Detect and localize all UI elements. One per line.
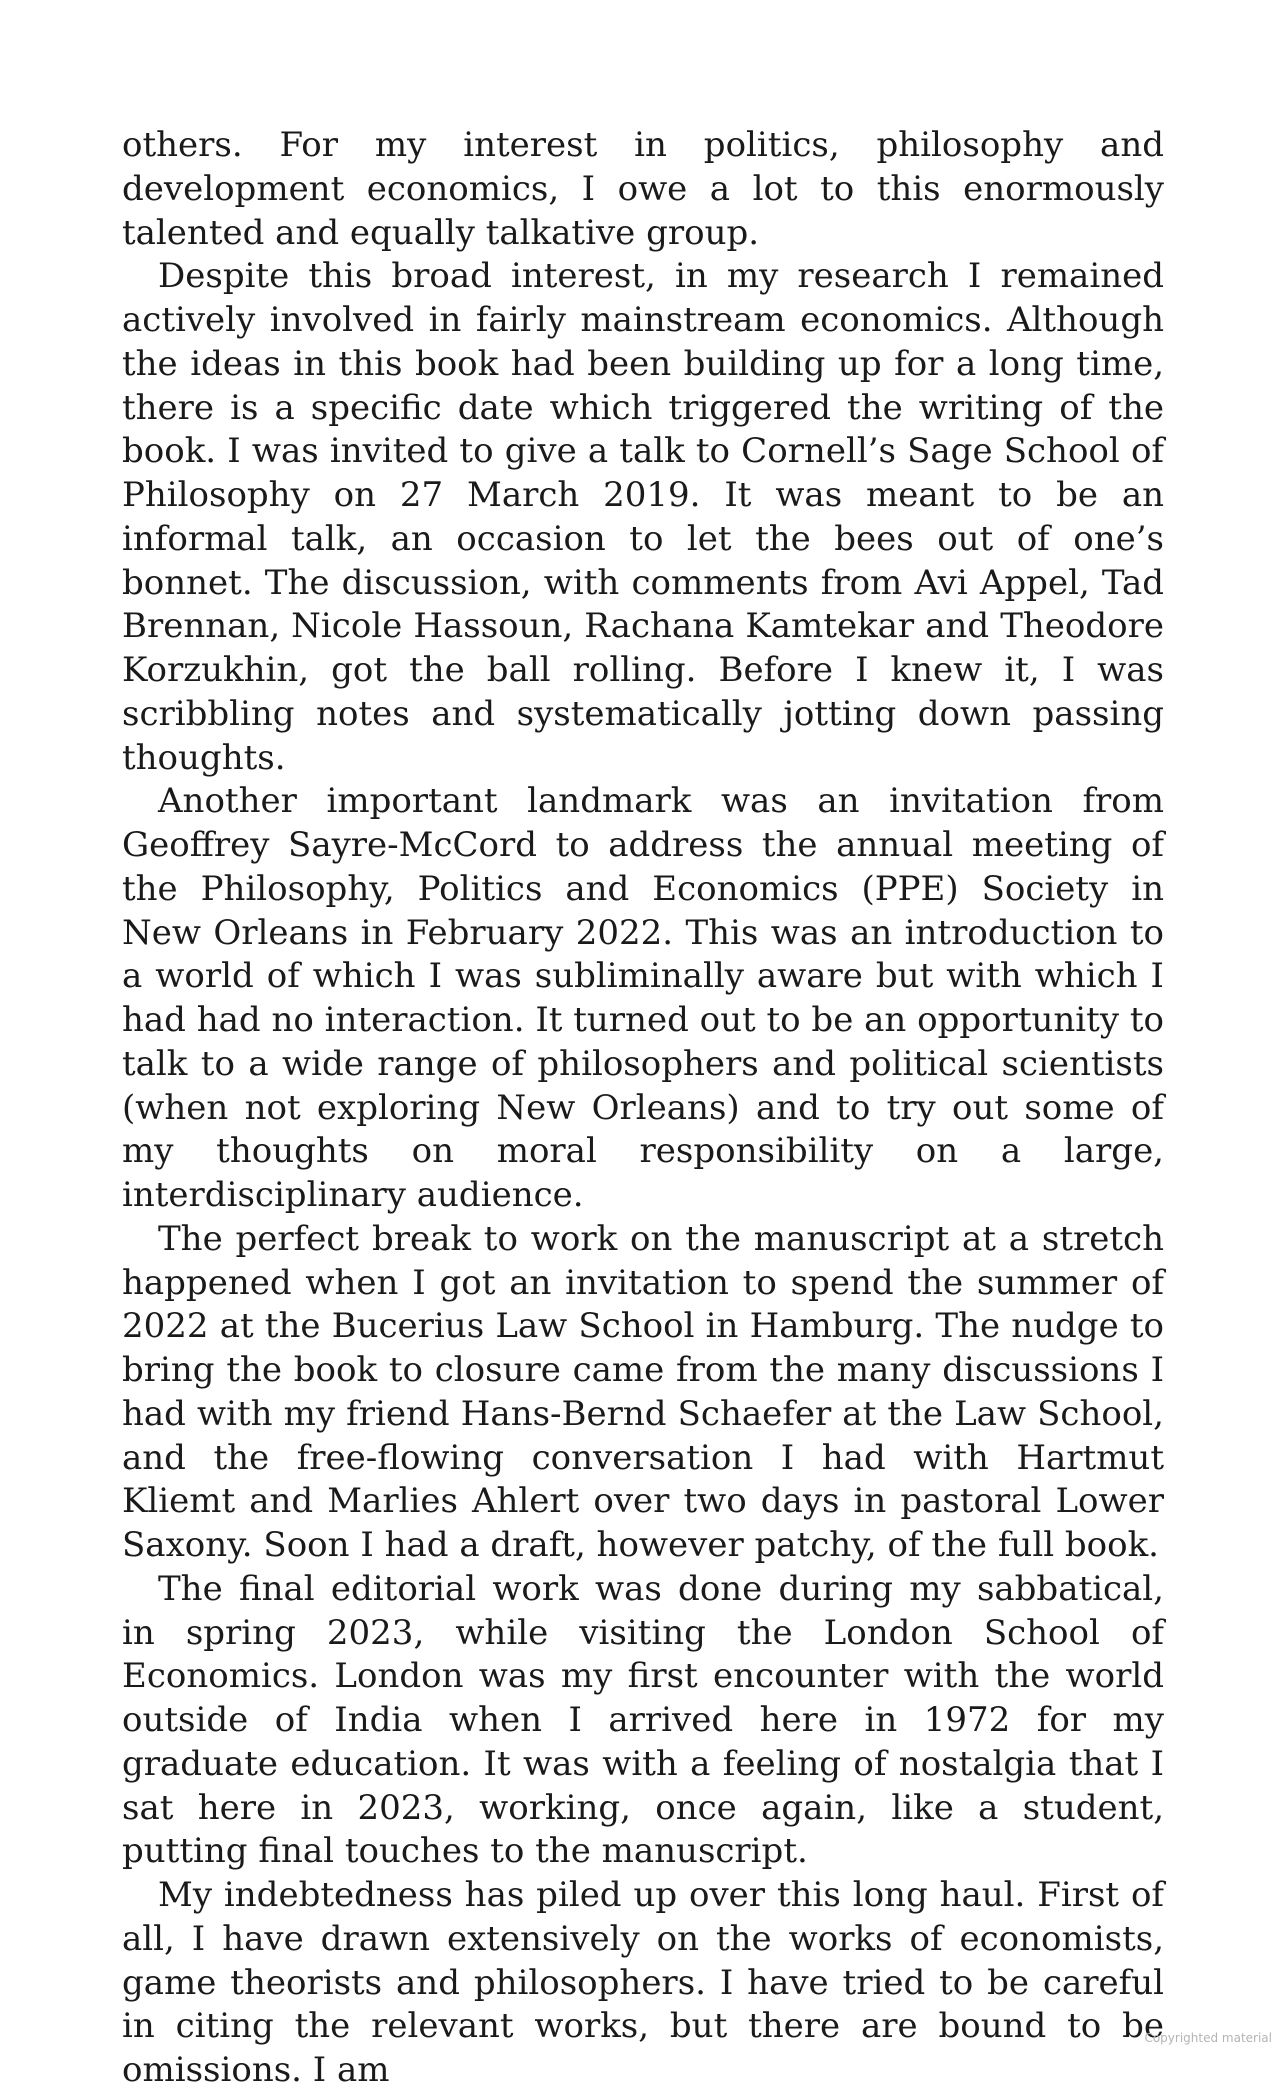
paragraph-indebtedness: My indebtedness has piled up over this long haul. First of all, I have drawn extensively on the works of economists, game theorists and philosophers. I have tried to be careful in citing the relevant works, but there are bound to be omissions. I am — [122, 1875, 1164, 2090]
copyright-watermark: Copyrighted material — [1144, 2031, 1272, 2045]
paragraph-cornell-talk: Despite this broad interest, in my research I remained actively involved in fairly mainstream economics. Although the ideas in this book had been building up for a long time, there is a specific date which triggered the writing of the book. I was invited to give a talk to Cornell’s Sage School of Philosophy on 27 March 2019. It was meant to be an informal talk, an occasion to let the bees out of one’s bonnet. The discussion, with comments from Avi Appel, Tad Brennan, Nicole Hassoun, Rachana Kamtekar and Theodore Korzukhin, got the ball rolling. Before I knew it, I was scribbling notes and systematically jotting down passing thoughts. — [122, 256, 1164, 778]
paragraph-bucerius-law-school: The perfect break to work on the manuscript at a stretch happened when I got an invitation to spend the summer of 2022 at the Bucerius Law School in Hamburg. The nudge to bring the book to closure came from the many discussions I had with my friend Hans-Bernd Schaefer at the Law School, and the free-flowing conversation I had with Hartmut Kliemt and Marlies Ahlert over two days in pastoral Lower Saxony. Soon I had a draft, however patchy, of the full book. — [122, 1218, 1164, 1565]
paragraph-continued: others. For my interest in politics, philosophy and development economics, I owe a lot to this enormously talented and equally talkative group. — [122, 125, 1164, 253]
book-page-text — [122, 124, 1164, 2093]
paragraph-ppe-society: Another important landmark was an invitation from Geoffrey Sayre-McCord to address the annual meeting of the Philosophy, Politics and Economics (PPE) Society in New Orleans in February 2022. This was an introduction to a world of which I was subliminally aware but with which I had had no interaction. It turned out to be an opportunity to talk to a wide range of philosophers and political scientists (when not exploring New Orleans) and to try out some of my thoughts on moral responsibility on a large, interdisciplinary audience. — [122, 781, 1164, 1215]
paragraph-london-school: The final editorial work was done during my sabbatical, in spring 2023, while visiting the London School of Economics. London was my first encounter with the world outside of India when I arrived here in 1972 for my graduate education. It was with a feeling of nostalgia that I sat here in 2023, working, once again, like a student, putting final touches to the manuscript. — [122, 1568, 1164, 1872]
